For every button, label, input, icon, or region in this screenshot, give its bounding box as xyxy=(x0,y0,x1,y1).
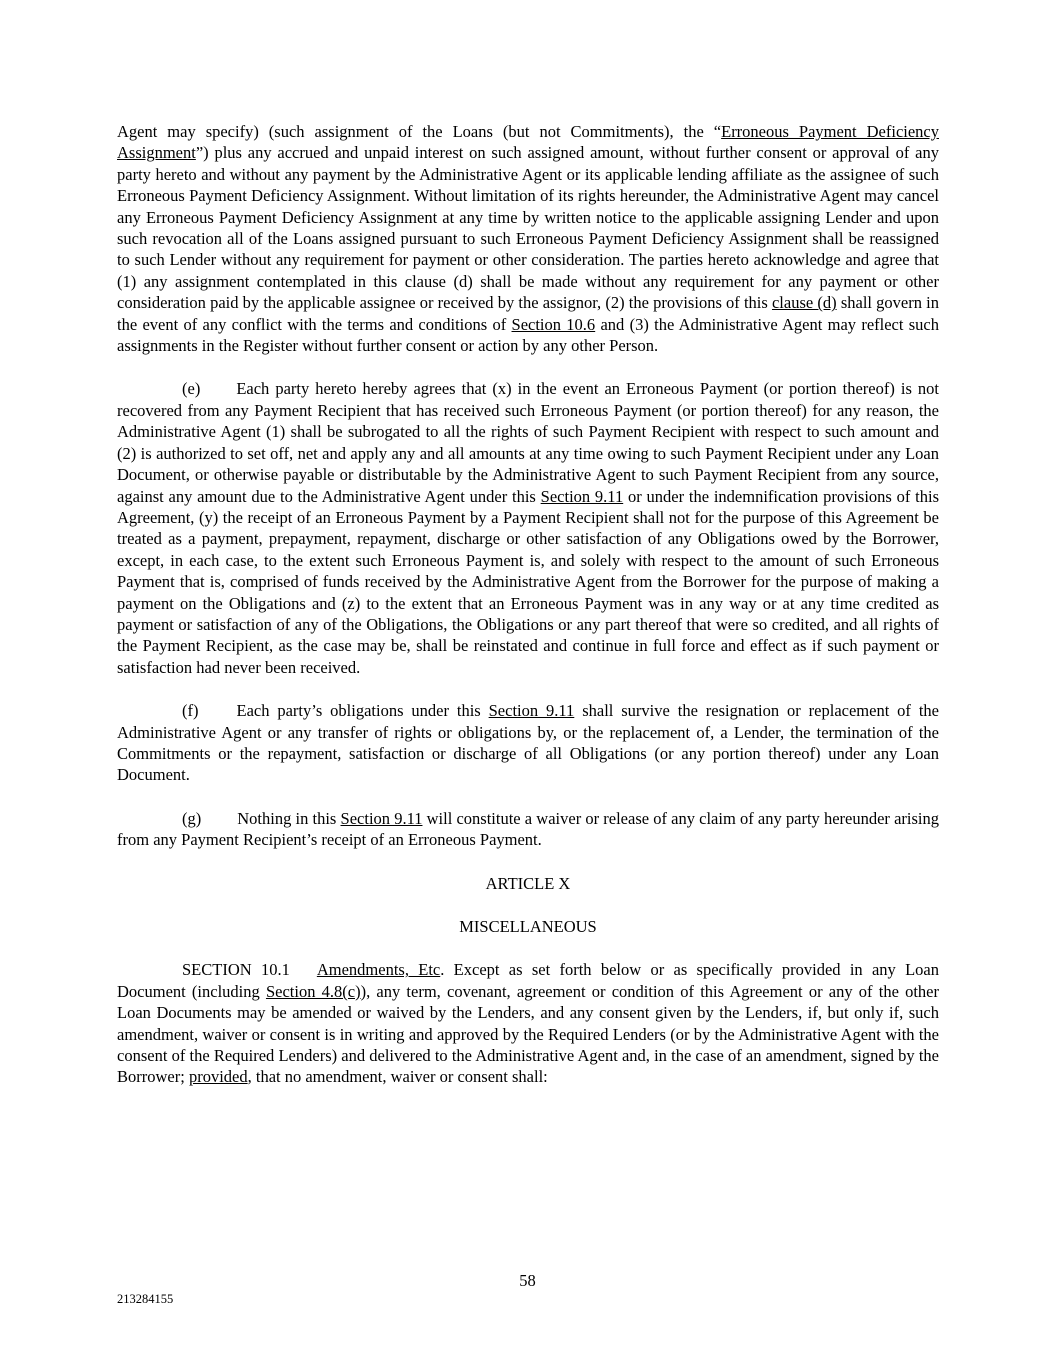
page-number: 58 xyxy=(519,1271,536,1290)
text-run: Each party hereto hereby agrees that (x) in the event an Erroneous Payment (or portion thereof) is not recovered from any Payment Recipient that has received such Erroneous Payment (or portion thereof) for any reason, the Administrative Agent (1) shall be subrogated to all the rights of such Payment Recipient with respect to such amount and (2) is authorized to set off, net and apply any and all amounts at any time owing to such Payment Recipient under any Loan Document, or otherwise payable or distributable by the Administrative Agent to such Payment Recipient from any source, against any amount due to the Administrative Agent under this xyxy=(117,379,939,506)
text-run: Agent may specify) (such assignment of the Loans (but not Commitments), the “ xyxy=(117,122,722,141)
underlined-reference: Erroneous Payment Deficiency Assignment xyxy=(117,122,939,163)
text-run: or under the indemnification provisions of this Agreement, (y) the receipt of an Erroneous Payment by a Payment Recipient shall not for the purpose of this Agreement be treated as a payment, prepayment, repayment, discharge or other satisfaction of any Obligations owed by the Borrower, except, in each case, to the extent such Erroneous Payment is, and solely with respect to the amount of such Erroneous Payment that is, comprised of funds received by the Administrative Agent from the Borrower for the purpose of making a payment on the Obligations and (z) to the extent that an Erroneous Payment was in any way or at any time credited as payment or satisfaction of any of the Obligations, the Obligations or any part thereof that were so credited, and all rights of the Payment Recipient, as the case may be, shall be reinstated and continue in full force and effect as if such payment or satisfaction had never been received. xyxy=(117,486,940,677)
underlined-reference: Section 10.6 xyxy=(511,314,596,334)
text-run: SECTION 10.1 xyxy=(182,960,290,980)
underlined-reference: provided xyxy=(188,1067,248,1087)
text-run: shall survive the resignation or replacement of the Administrative Agent or any transfer of rights or obligations by, or the replacement of, a Lender, the termination of the Commitments or the repayment, satisfaction or discharge of all Obligations (or any portion thereof) under any Loan Document. xyxy=(117,701,939,785)
paragraph-section-10-1 xyxy=(117,959,939,1087)
text-run: shall govern in the event of any conflict with the terms and conditions of xyxy=(117,293,939,334)
tab-gap xyxy=(198,715,236,716)
paragraph-f xyxy=(117,700,939,786)
underlined-reference: Section 4.8(c) xyxy=(265,981,361,1001)
document-id-footer: 213284155 xyxy=(117,1292,174,1306)
text-run: will constitute a waiver or release of any claim of any party hereunder arising from any Payment Recipient’s receipt of an Erroneous Payment. xyxy=(117,808,939,850)
tab-gap xyxy=(201,823,237,824)
text-run: Each party’s obligations under this xyxy=(236,701,489,721)
text-run: , that no amendment, waiver or consent shall: xyxy=(247,1067,548,1087)
tab-gap xyxy=(200,393,236,394)
text-run: ”) plus any accrued and unpaid interest on such assigned amount, without further consent or approval of any party hereto and without any payment by the Administrative Agent or its applicable lending affiliate as the assignee of such Erroneous Payment Deficiency Assignment. Without limitation of its rights hereunder, the Administrative Agent may cancel any Erroneous Payment Deficiency Assignment at any time by written notice to the applicable assigning Lender and upon such revocation all of the Loans assigned pursuant to such Erroneous Payment Deficiency Assignment shall be reassigned to such Lender without any requirement for payment or other consideration. The parties hereto acknowledge and agree that (1) any assignment contemplated in this clause (d) shall be made without any requirement for any payment or other consideration paid by the applicable assignee or received by the assignor, (2) the provisions of this xyxy=(117,143,939,313)
tab-gap xyxy=(290,974,317,975)
document-body xyxy=(117,121,939,1110)
underlined-reference: Amendments, Etc xyxy=(316,960,441,980)
text-run: (g) xyxy=(182,808,202,828)
text-run: (e) xyxy=(182,379,201,399)
underlined-reference: Section 9.11 xyxy=(340,808,423,828)
text-run: . Except as set forth below or as specifically provided in any Loan Document (including xyxy=(117,960,939,1001)
text-run: (f) xyxy=(182,701,199,721)
text-run: and (3) the Administrative Agent may reflect such assignments in the Register without further consent or action by any other Person. xyxy=(117,314,939,356)
paragraph-e xyxy=(117,378,939,678)
heading-article-x: ARTICLE X xyxy=(485,873,571,893)
heading-miscellaneous: MISCELLANEOUS xyxy=(459,917,597,936)
underlined-reference: clause (d) xyxy=(771,293,837,313)
paragraph-g xyxy=(117,808,939,851)
text-run: ), any term, covenant, agreement or condition of this Agreement or any of the other Loan Documents may be amended or waived by the Lenders, and any consent given by the Lenders, if, but only if, such amendment, waiver or consent is in writing and approved by the Required Lenders (or by the Administrative Agent with the consent of the Required Lenders) and delivered to the Administrative Agent and, in the case of an amendment, signed by the Borrower; xyxy=(117,981,939,1087)
paragraph-continuation xyxy=(117,121,939,356)
underlined-reference: Section 9.11 xyxy=(488,701,575,721)
underlined-reference: Section 9.11 xyxy=(540,486,624,506)
text-run: Nothing in this xyxy=(237,808,341,828)
